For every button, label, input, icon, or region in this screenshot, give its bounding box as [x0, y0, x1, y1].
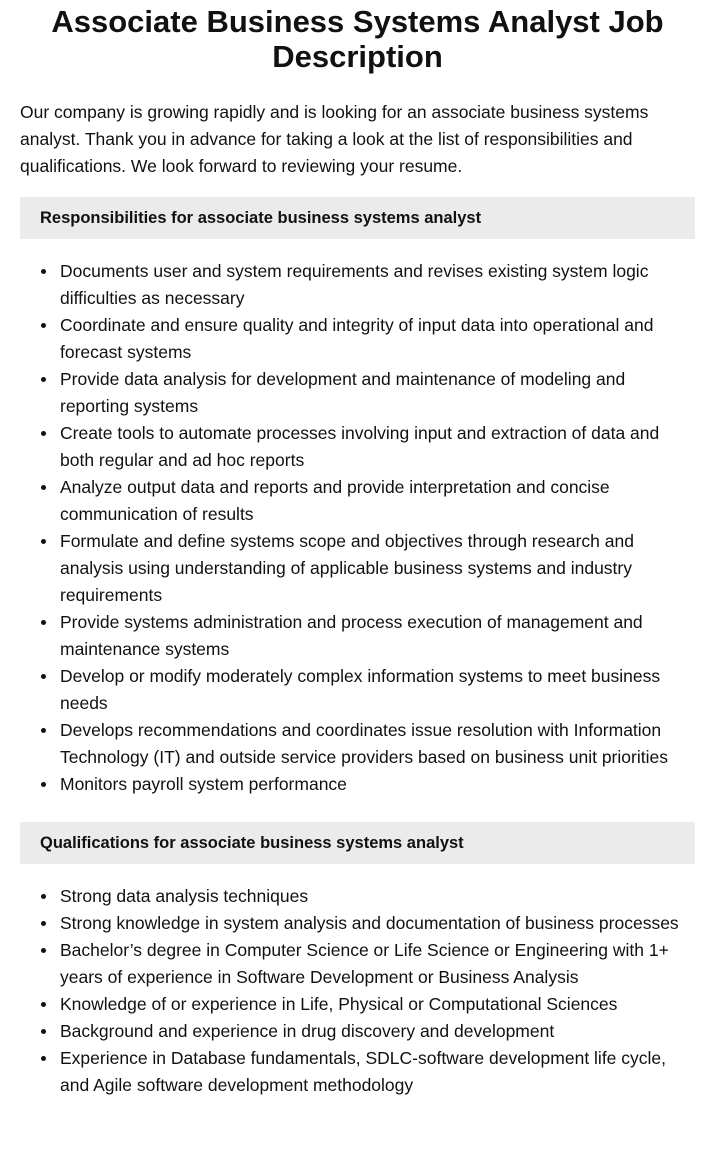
- list-item: Develop or modify moderately complex information systems to meet business needs: [60, 663, 695, 717]
- list-item: Formulate and define systems scope and objectives through research and analysis using understanding of applicable business systems and industry requirements: [60, 528, 695, 609]
- list-item: Analyze output data and reports and provide interpretation and concise communication of results: [60, 474, 695, 528]
- list-item: Create tools to automate processes involving input and extraction of data and both regular and ad hoc reports: [60, 420, 695, 474]
- list-item: Strong knowledge in system analysis and documentation of business processes: [60, 910, 695, 937]
- list-item: Develops recommendations and coordinates issue resolution with Information Technology (IT) and outside service providers based on business unit priorities: [60, 717, 695, 771]
- qualifications-list: [20, 883, 695, 1099]
- list-item: Coordinate and ensure quality and integrity of input data into operational and forecast systems: [60, 312, 695, 366]
- list-item: Monitors payroll system performance: [60, 771, 695, 798]
- list-item: Strong data analysis techniques: [60, 883, 695, 910]
- page-title: Associate Business Systems Analyst Job Description: [51, 4, 664, 74]
- responsibilities-heading: Responsibilities for associate business systems analyst: [20, 197, 695, 239]
- list-item: Provide systems administration and process execution of management and maintenance systems: [60, 609, 695, 663]
- list-item: Bachelor’s degree in Computer Science or Life Science or Engineering with 1+ years of experience in Software Development or Business Analysis: [60, 937, 695, 991]
- list-item: Background and experience in drug discovery and development: [60, 1018, 695, 1045]
- list-item: Knowledge of or experience in Life, Physical or Computational Sciences: [60, 991, 695, 1018]
- list-item: Documents user and system requirements and revises existing system logic difficulties as necessary: [60, 258, 695, 312]
- list-item: Experience in Database fundamentals, SDLC-software development life cycle, and Agile software development methodology: [60, 1045, 695, 1099]
- qualifications-heading: Qualifications for associate business systems analyst: [20, 822, 695, 864]
- responsibilities-list: [20, 258, 695, 798]
- list-item: Provide data analysis for development and maintenance of modeling and reporting systems: [60, 366, 695, 420]
- intro-paragraph: Our company is growing rapidly and is looking for an associate business systems analyst. Thank you in advance for taking a look at the list of responsibilities and qualifications. We look forward to reviewing your resume.: [20, 102, 649, 176]
